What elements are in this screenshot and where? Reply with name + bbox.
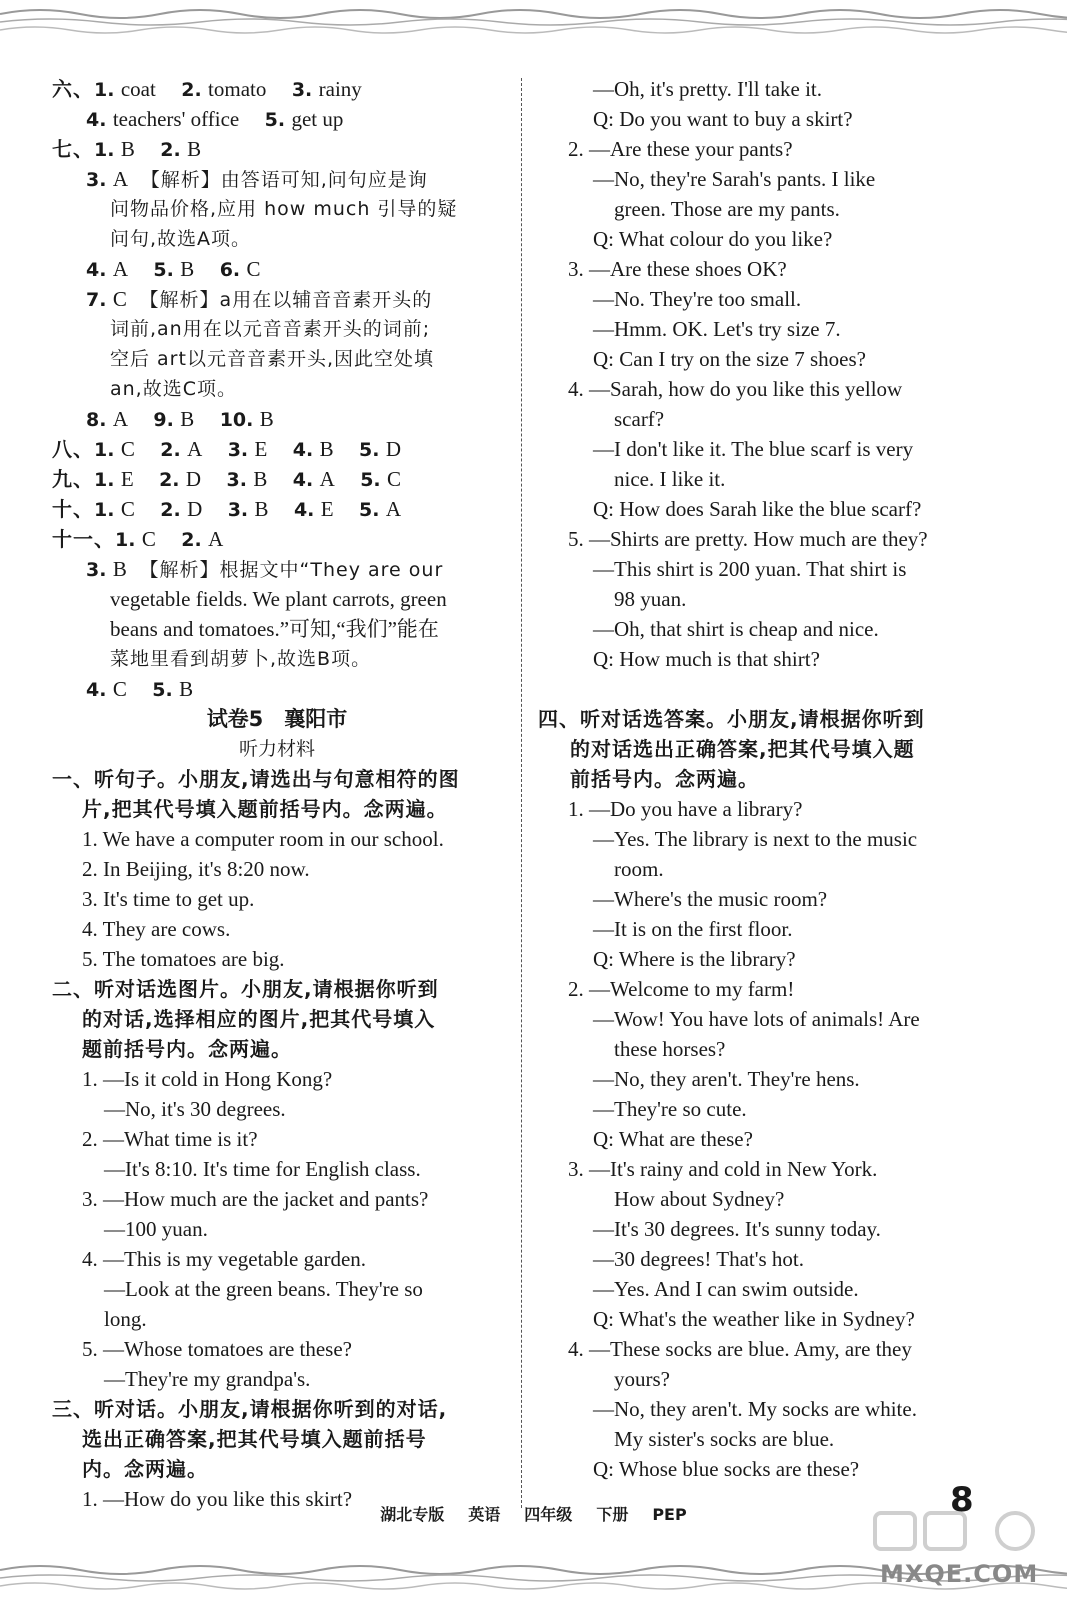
part-3-heading-2: 选出正确答案,把其代号填入题前括号	[82, 1427, 427, 1451]
part-4-heading-3: 前括号内。念两遍。	[570, 767, 759, 791]
p3cont-line: —No, they're Sarah's pants. I like	[593, 167, 876, 191]
p4lines-line: My sister's socks are blue.	[614, 1427, 835, 1451]
p3cont-line: —Hmm. OK. Let's try size 7.	[593, 317, 841, 341]
p3cont-line: —Oh, it's pretty. I'll take it.	[593, 77, 823, 101]
p4lines-line: —It's 30 degrees. It's sunny today.	[593, 1217, 881, 1241]
footer-edition: 湖北专版	[380, 1505, 445, 1524]
p2lines-line: —Look at the green beans. They're so	[104, 1277, 423, 1301]
p4lines-line: —Yes. The library is next to the music	[593, 827, 918, 851]
p1lines-line: 4. They are cows.	[82, 917, 231, 941]
part-2-heading-3: 题前括号内。念两遍。	[82, 1037, 292, 1061]
p1lines-line: 1. We have a computer room in our school.	[82, 827, 444, 851]
p1lines-line: 5. The tomatoes are big.	[82, 947, 285, 971]
p1lines-line: 2. In Beijing, it's 8:20 now.	[82, 857, 310, 881]
section-11-q3-exp2: vegetable fields. We plant carrots, green	[110, 587, 447, 611]
section-7-row1: 七、1. B 2. B	[52, 137, 202, 161]
section-6-row2: 4. teachers' office 5. get up	[86, 107, 344, 131]
p3cont-line: 2. —Are these your pants?	[568, 137, 793, 161]
part-1-heading-1: 一、听句子。小朋友,请选出与句意相符的图	[52, 767, 460, 791]
p2lines-line: 4. —This is my vegetable garden.	[82, 1247, 367, 1271]
part-1-heading-2: 片,把其代号填入题前括号内。念两遍。	[82, 797, 448, 821]
section-7-q3-exp3: 问句,故选A项。	[110, 228, 252, 250]
p3cont-line: Q: What colour do you like?	[593, 227, 833, 251]
p3cont-line: green. Those are my pants.	[614, 197, 840, 221]
p4lines-line: 3. —It's rainy and cold in New York.	[568, 1157, 878, 1181]
footer-subject: 英语	[468, 1505, 501, 1524]
paper-title: 试卷5 襄阳市	[206, 707, 348, 731]
watermark-text: MXQE.COM	[880, 1560, 1039, 1588]
p2lines-line: 2. —What time is it?	[82, 1127, 258, 1151]
p4lines-line: Q: What are these?	[593, 1127, 753, 1151]
p2lines-line: —It's 8:10. It's time for English class.	[104, 1157, 421, 1181]
paper-subtitle: 听力材料	[238, 738, 315, 760]
p2lines-line: —100 yuan.	[104, 1217, 208, 1241]
section-9-row: 九、1. E 2. D 3. B 4. A 5. C	[52, 467, 402, 491]
p4lines-line: 1. —Do you have a library?	[568, 797, 803, 821]
footer-grade: 四年级	[524, 1505, 573, 1524]
section-7-row4: 4. A 5. B 6. C	[86, 257, 261, 281]
section-11-row4: 4. C 5. B	[86, 677, 194, 701]
top-decorative-border	[0, 0, 1067, 44]
p4lines-line: —No, they aren't. They're hens.	[593, 1067, 860, 1091]
part-3-line: 1. —How do you like this skirt?	[82, 1487, 353, 1511]
p4lines-line: —They're so cute.	[593, 1097, 747, 1121]
p2lines-line: 5. —Whose tomatoes are these?	[82, 1337, 352, 1361]
p3cont-line: —This shirt is 200 yuan. That shirt is	[593, 557, 907, 581]
p3cont-line: Q: How does Sarah like the blue scarf?	[593, 497, 922, 521]
p2lines-line: —They're my grandpa's.	[104, 1367, 311, 1391]
p2lines-line: long.	[104, 1307, 147, 1331]
p4lines-line: —Yes. And I can swim outside.	[593, 1277, 859, 1301]
p4lines-line: Q: Where is the library?	[593, 947, 796, 971]
section-7-q7-exp2: 词前,an用在以元音音素开头的词前;	[110, 318, 431, 340]
p4lines-line: —It is on the first floor.	[593, 917, 793, 941]
p2lines-line: 3. —How much are the jacket and pants?	[82, 1187, 429, 1211]
section-7-q3: 3. A 【解析】由答语可知,问句应是询	[86, 167, 428, 191]
column-divider	[521, 78, 522, 1508]
section-10-row: 十、1. C 2. D 3. B 4. E 5. A	[52, 497, 402, 521]
part-2-heading-1: 二、听对话选图片。小朋友,请根据你听到	[52, 977, 439, 1001]
footer-term: 下册	[596, 1505, 629, 1524]
p4lines-line: —30 degrees! That's hot.	[593, 1247, 805, 1271]
p4lines-line: How about Sydney?	[614, 1187, 785, 1211]
p3cont-line: Q: Can I try on the size 7 shoes?	[593, 347, 866, 371]
p3cont-line: —I don't like it. The blue scarf is very	[593, 437, 914, 461]
section-7-row8: 8. A 9. B 10. B	[86, 407, 274, 431]
p3cont-line: Q: Do you want to buy a skirt?	[593, 107, 853, 131]
footer-version: PEP	[652, 1505, 687, 1524]
p3cont-line: scarf?	[614, 407, 665, 431]
part-4-heading-2: 的对话选出正确答案,把其代号填入题	[570, 737, 915, 761]
part-2-heading-2: 的对话,选择相应的图片,把其代号填入	[82, 1007, 436, 1031]
p3cont-line: —Oh, that shirt is cheap and nice.	[593, 617, 879, 641]
page-number: 8	[950, 1480, 974, 1520]
section-11-row1: 十一、1. C 2. A	[52, 527, 224, 551]
p3cont-line: 4. —Sarah, how do you like this yellow	[568, 377, 903, 401]
p4lines-line: these horses?	[614, 1037, 726, 1061]
part-4-heading-1: 四、听对话选答案。小朋友,请根据你听到	[538, 707, 925, 731]
section-11-q3-exp4: 菜地里看到胡萝卜,故选B项。	[110, 648, 372, 670]
p1lines-line: 3. It's time to get up.	[82, 887, 255, 911]
p4lines-line: —Where's the music room?	[593, 887, 828, 911]
p4lines-line: —No, they aren't. My socks are white.	[593, 1397, 917, 1421]
section-6-row1: 六、1. coat 2. tomato 3. rainy	[52, 77, 362, 101]
section-7-q7-exp4: an,故选C项。	[110, 378, 237, 400]
p4lines-line: 2. —Welcome to my farm!	[568, 977, 795, 1001]
p4lines-line: 4. —These socks are blue. Amy, are they	[568, 1337, 912, 1361]
section-7-q7-exp3: 空后 art以元音音素开头,因此空处填	[110, 348, 434, 370]
p4lines-line: Q: What's the weather like in Sydney?	[593, 1307, 915, 1331]
p3cont-line: 3. —Are these shoes OK?	[568, 257, 787, 281]
p3cont-line: 98 yuan.	[614, 587, 687, 611]
p4lines-line: —Wow! You have lots of animals! Are	[593, 1007, 920, 1031]
part-3-heading-1: 三、听对话。小朋友,请根据你听到的对话,	[52, 1397, 448, 1421]
section-11-q3-exp3: beans and tomatoes.”可知,“我们”能在	[110, 617, 439, 641]
p2lines-line: —No, it's 30 degrees.	[104, 1097, 286, 1121]
p2lines-line: 1. —Is it cold in Hong Kong?	[82, 1067, 333, 1091]
section-11-q3: 3. B 【解析】根据文中“They are our	[86, 557, 444, 581]
p4lines-line: Q: Whose blue socks are these?	[593, 1457, 860, 1481]
section-7-q3-exp2: 问物品价格,应用 how much 引导的疑	[110, 198, 458, 220]
p3cont-line: 5. —Shirts are pretty. How much are they?	[568, 527, 928, 551]
p3cont-line: —No. They're too small.	[593, 287, 802, 311]
p4lines-line: room.	[614, 857, 664, 881]
section-7-q7: 7. C 【解析】a用在以辅音音素开头的	[86, 287, 433, 311]
p4lines-line: yours?	[614, 1367, 670, 1391]
section-8-row: 八、1. C 2. A 3. E 4. B 5. D	[52, 437, 402, 461]
part-3-heading-3: 内。念两遍。	[82, 1457, 208, 1481]
p3cont-line: nice. I like it.	[614, 467, 726, 491]
p3cont-line: Q: How much is that shirt?	[593, 647, 820, 671]
